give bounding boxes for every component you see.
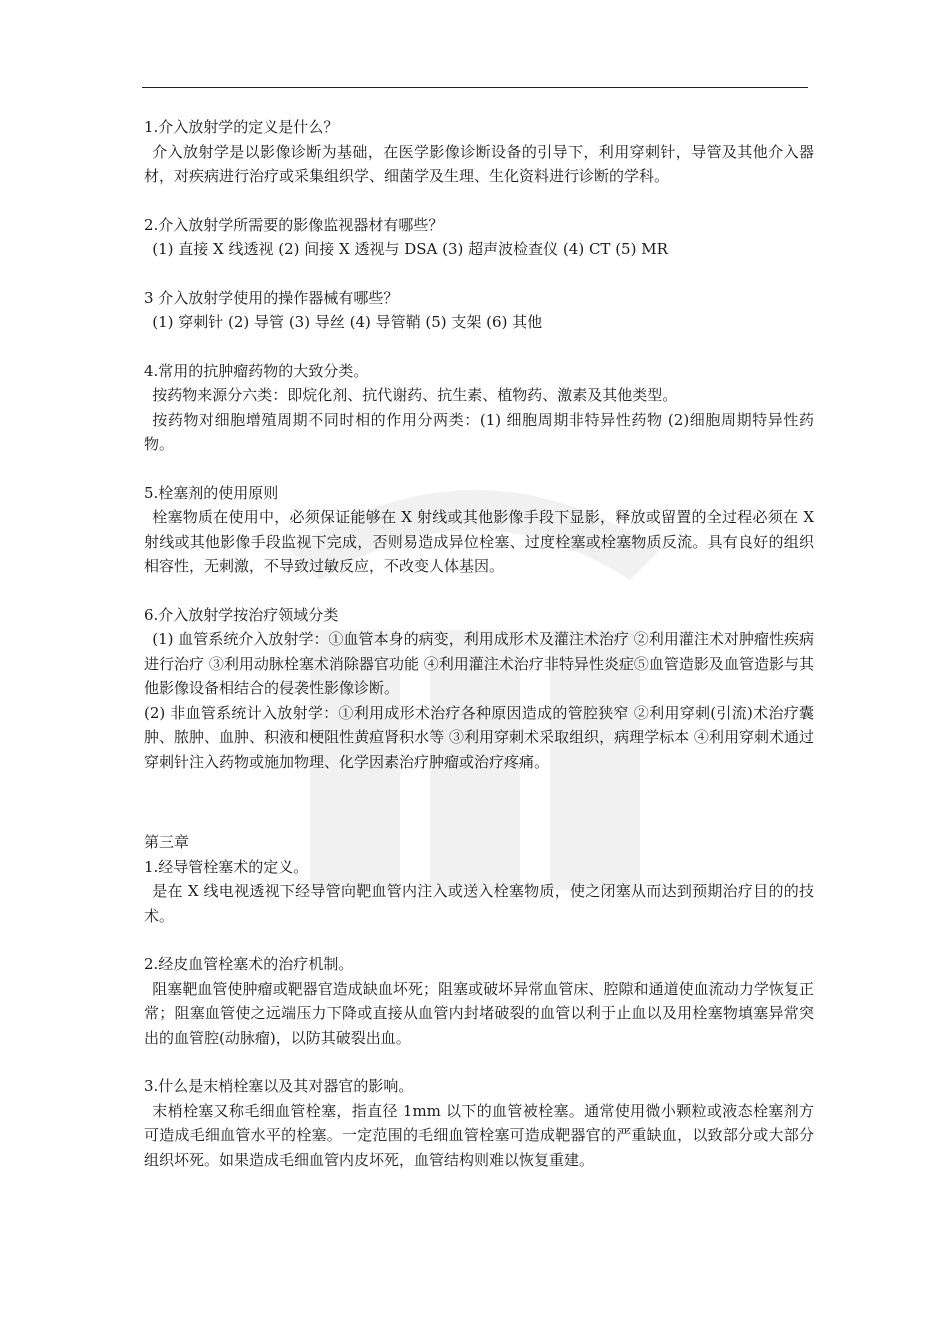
answer-paragraph: (1) 血管系统介入放射学：①血管本身的病变，利用成形术及灌注术治疗 ②利用灌注术对肿瘤性疾病进行治疗 ③利用动脉栓塞术消除器官功能 ④利用灌注术治疗非特异性炎症⑤血管造影及血管造影与其他影像设备相结合的侵袭性影像诊断。 <box>144 630 814 697</box>
answer-paragraph: 栓塞物质在使用中，必须保证能够在 X 射线或其他影像手段下显影，释放或留置的全过程必须在 X 射线或其他影像手段监视下完成，否则易造成异位栓塞、过度栓塞或栓塞物质反流。具有良好的组织相容性，无刺激，不导致过敏反应，不改变人体基因。 <box>144 508 814 575</box>
qa-item-4 <box>144 359 814 457</box>
question-heading: 3.什么是末梢栓塞以及其对器官的影响。 <box>144 1077 414 1095</box>
question-heading: 4.常用的抗肿瘤药物的大致分类。 <box>144 361 369 380</box>
chapter-qa-item-2 <box>144 952 814 1050</box>
answer-paragraph: 末梢栓塞又称毛细血管栓塞，指直径 1mm 以下的血管被栓塞。通常使用微小颗粒或液态栓塞剂方可造成毛细血管水平的栓塞。一定范围的毛细血管栓塞可造成靶器官的严重缺血，以致部分或大部分组织坏死。如果造成毛细血管内皮坏死，血管结构则难以恢复重建。 <box>144 1101 814 1169</box>
qa-item-1 <box>144 115 814 189</box>
question-heading: 1.介入放射学的定义是什么？ <box>144 118 339 136</box>
qa-item-3 <box>144 286 814 335</box>
question-heading: 2.介入放射学所需要的影像监视器材有哪些？ <box>144 215 444 234</box>
answer-paragraph: (1) 穿刺针 (2) 导管 (3) 导丝 (4) 导管鞘 (5) 支架 (6) 其他 <box>152 313 543 331</box>
question-heading: 2.经皮血管栓塞术的治疗机制。 <box>144 955 354 973</box>
chapter-qa-item-1 <box>144 855 814 929</box>
answer-paragraph: (2) 非血管系统计入放射学：①利用成形术治疗各种原因造成的管腔狭窄 ②利用穿刺(引流)术治疗囊肿、脓肿、血肿、积液和梗阻性黄疸肾积水等 ③利用穿刺术采取组织，病理学标本 ④利用穿刺术通过穿刺针注入药物或施加物理、化学因素治疗肿瘤或治疗疼痛。 <box>144 703 814 771</box>
document-body <box>144 115 814 1196</box>
question-heading: 5.栓塞剂的使用原则 <box>144 483 279 502</box>
answer-paragraph: 阻塞靶血管使肿瘤或靶器官造成缺血坏死；阻塞或破坏异常血管床、腔隙和通道使血流动力学恢复正常；阻塞血管使之远端压力下降或直接从血管内封堵破裂的血管以利于止血以及用栓塞物填塞异常突出的血管腔(动脉瘤)，以防其破裂出血。 <box>144 979 814 1047</box>
question-heading: 6.介入放射学按治疗领域分类 <box>144 605 339 624</box>
chapter-title: 第三章 <box>144 833 190 851</box>
qa-item-6 <box>144 603 814 775</box>
question-heading: 3 介入放射学使用的操作器械有哪些？ <box>144 288 399 307</box>
chapter-section <box>144 830 814 1172</box>
answer-paragraph: 介入放射学是以影像诊断为基础，在医学影像诊断设备的引导下，利用穿刺针，导管及其他介入器材，对疾病进行治疗或采集组织学、细菌学及生理、生化资料进行诊断的学科。 <box>144 142 814 185</box>
answer-paragraph: 按药物对细胞增殖周期不同时相的作用分两类：(1) 细胞周期非特异性药物 (2)细胞周期特异性药物。 <box>144 410 814 453</box>
answer-paragraph: 按药物来源分六类：即烷化剂、抗代谢药、抗生素、植物药、激素及其他类型。 <box>152 386 678 404</box>
answer-paragraph: (1) 直接 X 线透视 (2) 间接 X 透视与 DSA (3) 超声波检查仪 (4) CT (5) MR <box>152 240 668 258</box>
qa-item-5 <box>144 481 814 579</box>
chapter-qa-item-3 <box>144 1074 814 1172</box>
question-heading: 1.经导管栓塞术的定义。 <box>144 857 309 876</box>
header-rule <box>142 87 808 88</box>
answer-paragraph: 是在 X 线电视透视下经导管向靶血管内注入或送入栓塞物质，使之闭塞从而达到预期治疗目的的技术。 <box>144 882 814 925</box>
qa-item-2 <box>144 213 814 262</box>
